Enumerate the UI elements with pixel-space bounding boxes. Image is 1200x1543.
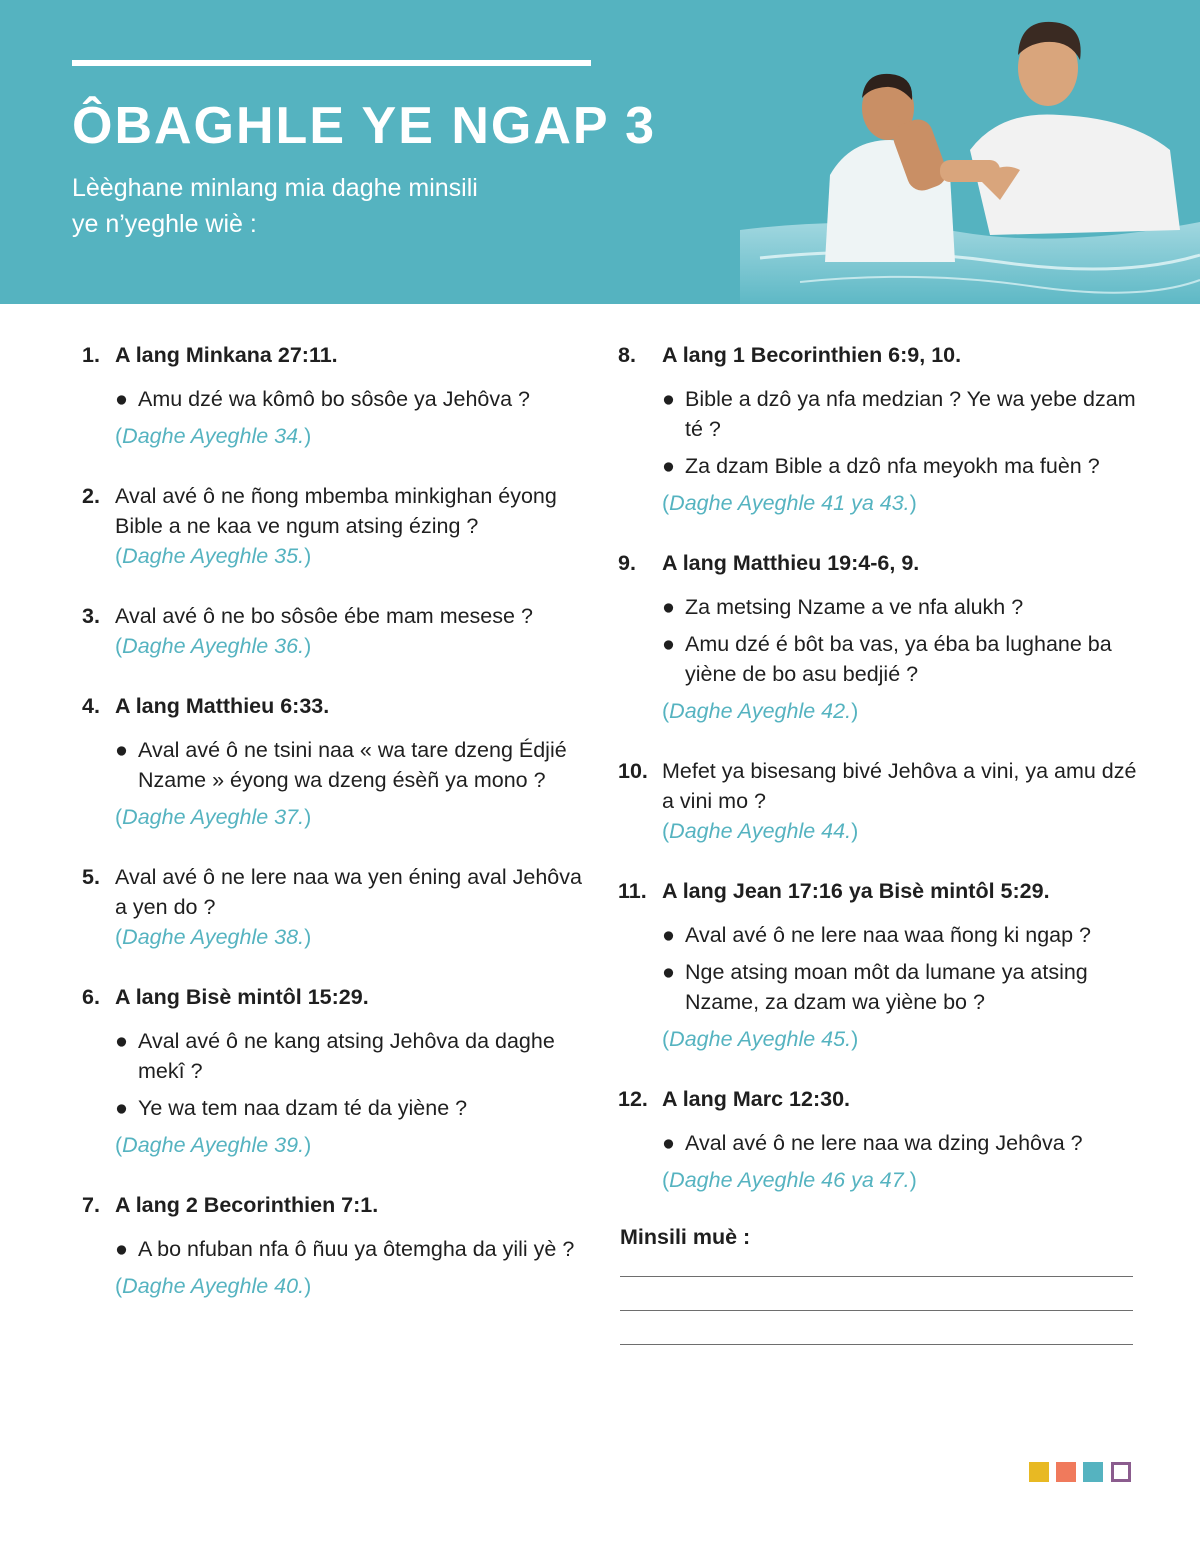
question-text: A lang Marc 12:30. (662, 1087, 850, 1111)
list-item: ● Nge atsing moan môt da lumane ya atsing Nzame, za dzam wa yiène bo ? (662, 957, 1138, 1017)
question-item (82, 982, 582, 1160)
list-item: ● Amu dzé wa kômô bo sôsôe ya Jehôva ? (115, 384, 582, 414)
questions-right-column (618, 340, 1138, 1225)
question-number: 1. (82, 343, 100, 367)
list-item: ● Bible a dzô ya nfa medzian ? Ye wa yebe dzam té ? (662, 384, 1138, 444)
list-item: ● Amu dzé é bôt ba vas, ya éba ba lughane ba yiène de bo asu bedjié ? (662, 629, 1138, 689)
notes-writing-line[interactable] (620, 1344, 1133, 1345)
bullet-icon: ● (662, 923, 675, 947)
reference-link[interactable]: (Daghe Ayeghle 36.) (115, 634, 312, 658)
list-item: ● Aval avé ô ne lere naa waa ñong ki ngap ? (662, 920, 1138, 950)
question-item (82, 481, 582, 571)
header-banner (0, 0, 1200, 304)
question-number: 10. (618, 759, 648, 783)
question-item (618, 548, 1138, 726)
orange-square-icon (1056, 1462, 1076, 1482)
question-item (82, 862, 582, 952)
question-text: Aval avé ô ne ñong mbemba minkighan éyong Bible a ne kaa ve ngum atsing ézing ? (115, 484, 557, 538)
question-bullets (115, 384, 582, 414)
question-text: A lang Matthieu 6:33. (115, 694, 330, 718)
bullet-icon: ● (115, 387, 128, 411)
reference-link[interactable]: (Daghe Ayeghle 46 ya 47.) (662, 1168, 917, 1192)
bullet-icon: ● (662, 960, 675, 984)
bullet-icon: ● (115, 1096, 128, 1120)
question-bullets (662, 592, 1138, 689)
questions-left-column (82, 340, 582, 1331)
question-bullets (662, 1128, 1138, 1158)
question-item (618, 1084, 1138, 1195)
question-text: Aval avé ô ne bo sôsôe ébe mam mesese ? (115, 604, 533, 628)
question-number: 5. (82, 865, 100, 889)
question-item (82, 601, 582, 661)
reference-link[interactable]: (Daghe Ayeghle 38.) (115, 925, 312, 949)
page-subtitle: Lèèghane minlang mia daghe minsili ye n’yeghle wiè : (72, 174, 478, 238)
bullet-icon: ● (662, 595, 675, 619)
question-number: 7. (82, 1193, 100, 1217)
bullet-icon: ● (662, 1131, 675, 1155)
list-item: ● Aval avé ô ne lere naa wa dzing Jehôva ? (662, 1128, 1138, 1158)
reference-link[interactable]: (Daghe Ayeghle 42.) (662, 699, 859, 723)
question-text: Aval avé ô ne lere naa wa yen éning aval Jehôva a yen do ? (115, 865, 582, 919)
list-item: ● Za dzam Bible a dzô nfa meyokh ma fuèn ? (662, 451, 1138, 481)
question-item (618, 876, 1138, 1054)
list-item: ● Aval avé ô ne kang atsing Jehôva da daghe mekî ? (115, 1026, 582, 1086)
question-number: 3. (82, 604, 100, 628)
notes-section (620, 1222, 1133, 1378)
bullet-icon: ● (662, 454, 675, 478)
notes-writing-line[interactable] (620, 1310, 1133, 1311)
question-bullets (662, 384, 1138, 481)
list-item: ● Za metsing Nzame a ve nfa alukh ? (662, 592, 1138, 622)
reference-link[interactable]: (Daghe Ayeghle 40.) (115, 1274, 312, 1298)
question-bullets (115, 1234, 582, 1264)
bullet-icon: ● (662, 387, 675, 411)
question-bullets (115, 1026, 582, 1123)
teal-square-icon (1083, 1462, 1103, 1482)
question-text: A lang Bisè mintôl 15:29. (115, 985, 369, 1009)
reference-link[interactable]: (Daghe Ayeghle 34.) (115, 424, 312, 448)
question-number: 11. (618, 879, 647, 903)
notes-label: Minsili muè : (620, 1225, 751, 1249)
notes-writing-line[interactable] (620, 1276, 1133, 1277)
question-number: 9. (618, 551, 636, 575)
header-rule (72, 60, 591, 66)
question-item (82, 1190, 582, 1301)
question-text: A lang Minkana 27:11. (115, 343, 338, 367)
question-bullets (115, 735, 582, 795)
bullet-icon: ● (662, 632, 675, 656)
question-bullets (662, 920, 1138, 1017)
question-number: 2. (82, 484, 100, 508)
bullet-icon: ● (115, 1237, 128, 1261)
bullet-icon: ● (115, 738, 128, 762)
question-text: A lang Matthieu 19:4-6, 9. (662, 551, 920, 575)
question-number: 8. (618, 343, 636, 367)
bullet-icon: ● (115, 1029, 128, 1053)
question-item (82, 691, 582, 832)
page-title: ÔBAGHLE YE NGAP 3 (72, 97, 656, 155)
yellow-square-icon (1029, 1462, 1049, 1482)
reference-link[interactable]: (Daghe Ayeghle 44.) (662, 819, 859, 843)
reference-link[interactable]: (Daghe Ayeghle 37.) (115, 805, 312, 829)
question-item (618, 340, 1138, 518)
list-item: ● Ye wa tem naa dzam té da yiène ? (115, 1093, 582, 1123)
question-text: Mefet ya bisesang bivé Jehôva a vini, ya amu dzé a vini mo ? (662, 759, 1137, 813)
question-item (618, 756, 1138, 846)
reference-link[interactable]: (Daghe Ayeghle 35.) (115, 544, 312, 568)
question-text: A lang 2 Becorinthien 7:1. (115, 1193, 379, 1217)
question-text: A lang Jean 17:16 ya Bisè mintôl 5:29. (662, 879, 1050, 903)
question-number: 12. (618, 1087, 648, 1111)
reference-link[interactable]: (Daghe Ayeghle 41 ya 43.) (662, 491, 917, 515)
purple-outline-square-icon (1111, 1462, 1131, 1482)
question-item (82, 340, 582, 451)
question-number: 6. (82, 985, 100, 1009)
reference-link[interactable]: (Daghe Ayeghle 39.) (115, 1133, 312, 1157)
baptism-illustration (700, 0, 1200, 304)
question-number: 4. (82, 694, 100, 718)
list-item: ● Aval avé ô ne tsini naa « wa tare dzeng Édjié Nzame » éyong wa dzeng ésèñ ya mono ? (115, 735, 582, 795)
reference-link[interactable]: (Daghe Ayeghle 45.) (662, 1027, 859, 1051)
question-text: A lang 1 Becorinthien 6:9, 10. (662, 343, 962, 367)
list-item: ● A bo nfuban nfa ô ñuu ya ôtemgha da yili yè ? (115, 1234, 582, 1264)
